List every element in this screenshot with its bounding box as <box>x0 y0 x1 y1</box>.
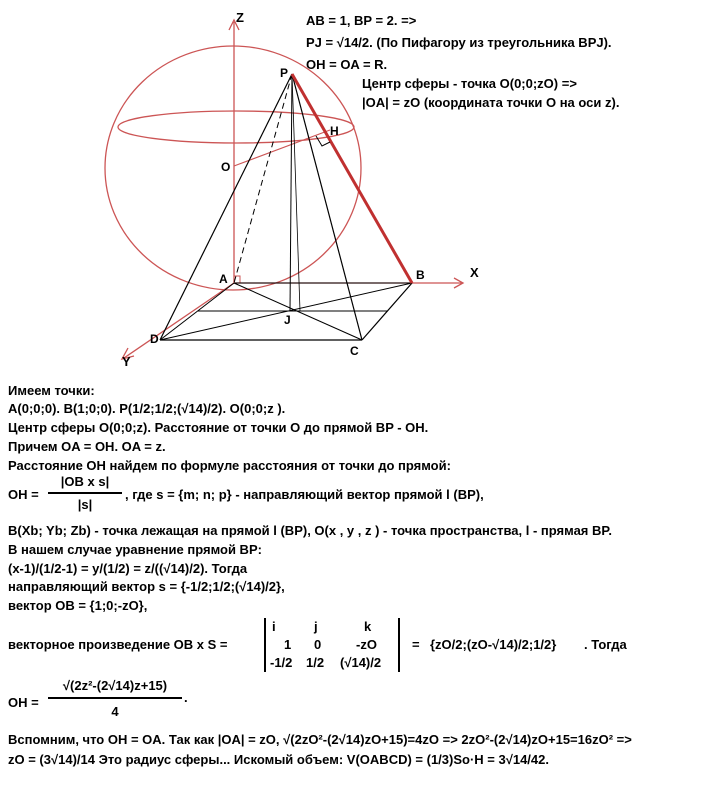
matrix-cell: j <box>314 619 318 634</box>
body-line-12: zO = (3√14)/14 Это радиус сферы... Искомый объем: V(OABCD) = (1/3)So·H = 3√14/42. <box>8 752 549 767</box>
oh-formula-lhs: OH = <box>8 695 39 710</box>
oh-numerator: √(2z²-(2√14)z+15) <box>62 678 168 693</box>
cross-product-then: . Тогда <box>584 637 627 652</box>
point-label-b: B <box>416 268 425 282</box>
matrix-cell: 0 <box>314 637 322 652</box>
determinant-right-bar <box>398 618 400 672</box>
point-label-a: A <box>219 272 228 286</box>
note-line-3: OH = OA = R. <box>306 57 388 72</box>
body-line-6: B(Xb; Yb; Zb) - точка лежащая на прямой l (BP), O(x , y , z ) - точка пространства, l - прямая BP. <box>8 523 612 538</box>
point-label-j: J <box>284 313 291 327</box>
point-label-h: H <box>330 124 339 138</box>
cross-product-equals: = <box>412 637 420 652</box>
body-line-9: направляющий вектор s = {-1/2;1/2;(√14)/2}, <box>8 579 285 594</box>
matrix-cell: 1/2 <box>306 655 325 670</box>
determinant-left-bar <box>264 618 266 672</box>
formula-denominator: |s| <box>77 497 93 512</box>
sphere-equator <box>118 111 354 143</box>
note-line-5: |OA| = zO (координата точки O на оси z). <box>362 95 620 110</box>
oh-fraction-bar <box>48 697 182 699</box>
oh-period: . <box>184 690 188 705</box>
formula-numerator: |OB x s| <box>60 474 110 489</box>
point-label-d: D <box>150 332 159 346</box>
body-line-1: Имеем точки: <box>8 383 95 398</box>
note-line-4: Центр сферы - точка O(0;0;zO) => <box>362 76 577 91</box>
matrix-cell: i <box>272 619 276 634</box>
formula-fraction-bar <box>48 492 122 494</box>
formula-lhs: OH = <box>8 487 39 502</box>
cross-product-result: {zO/2;(zO-√14)/2;1/2} <box>430 637 557 652</box>
edge-pa <box>234 74 292 283</box>
matrix-cell: -1/2 <box>270 655 293 670</box>
axis-label-x: X <box>470 265 479 280</box>
point-label-p: P <box>280 66 289 80</box>
body-line-4: Причем OA = OH. OA = z. <box>8 439 166 454</box>
oh-denominator: 4 <box>111 704 119 719</box>
body-line-10: вектор OB = {1;0;-zO}, <box>8 598 148 613</box>
body-line-5: Расстояние OH найдем по формуле расстояния от точки до прямой: <box>8 458 451 473</box>
matrix-cell: (√14)/2 <box>340 655 382 670</box>
body-line-2: A(0;0;0). B(1;0;0). P(1/2;1/2;(√14)/2). O(0;0;z ). <box>8 401 286 416</box>
edge-pc <box>292 74 362 340</box>
body-line-8: (x-1)/(1/2-1) = y/(1/2) = z/((√14)/2). Тогда <box>8 561 248 576</box>
point-label-o: O <box>221 160 231 174</box>
axis-label-y: Y <box>122 354 131 369</box>
point-label-c: C <box>350 344 359 358</box>
cross-product-label: векторное произведение OB x S = <box>8 637 228 652</box>
body-line-3: Центр сферы O(0;0;z). Расстояние от точки O до прямой BP - OH. <box>8 420 429 435</box>
axis-label-z: Z <box>236 10 244 25</box>
matrix-cell: 1 <box>284 637 292 652</box>
sphere-outline <box>105 46 361 290</box>
matrix-cell: k <box>364 619 372 634</box>
note-line-1: AB = 1, BP = 2. => <box>306 13 417 28</box>
y-axis <box>124 283 234 358</box>
body-line-11: Вспомним, что OH = OA. Так как |OA| = zO, √(2zO²-(2√14)zO+15)=4zO => 2zO²-(2√14)zO+15=16zO² => <box>8 732 632 747</box>
note-line-2: PJ = √14/2. (По Пифагору из треугольника BPJ). <box>306 35 612 50</box>
matrix-cell: -zO <box>356 637 377 652</box>
height-pj <box>290 74 292 311</box>
body-line-7: В нашем случае уравнение прямой BP: <box>8 542 262 557</box>
formula-description: , где s = {m; n; p} - направляющий вектор прямой l (BP), <box>125 487 484 502</box>
